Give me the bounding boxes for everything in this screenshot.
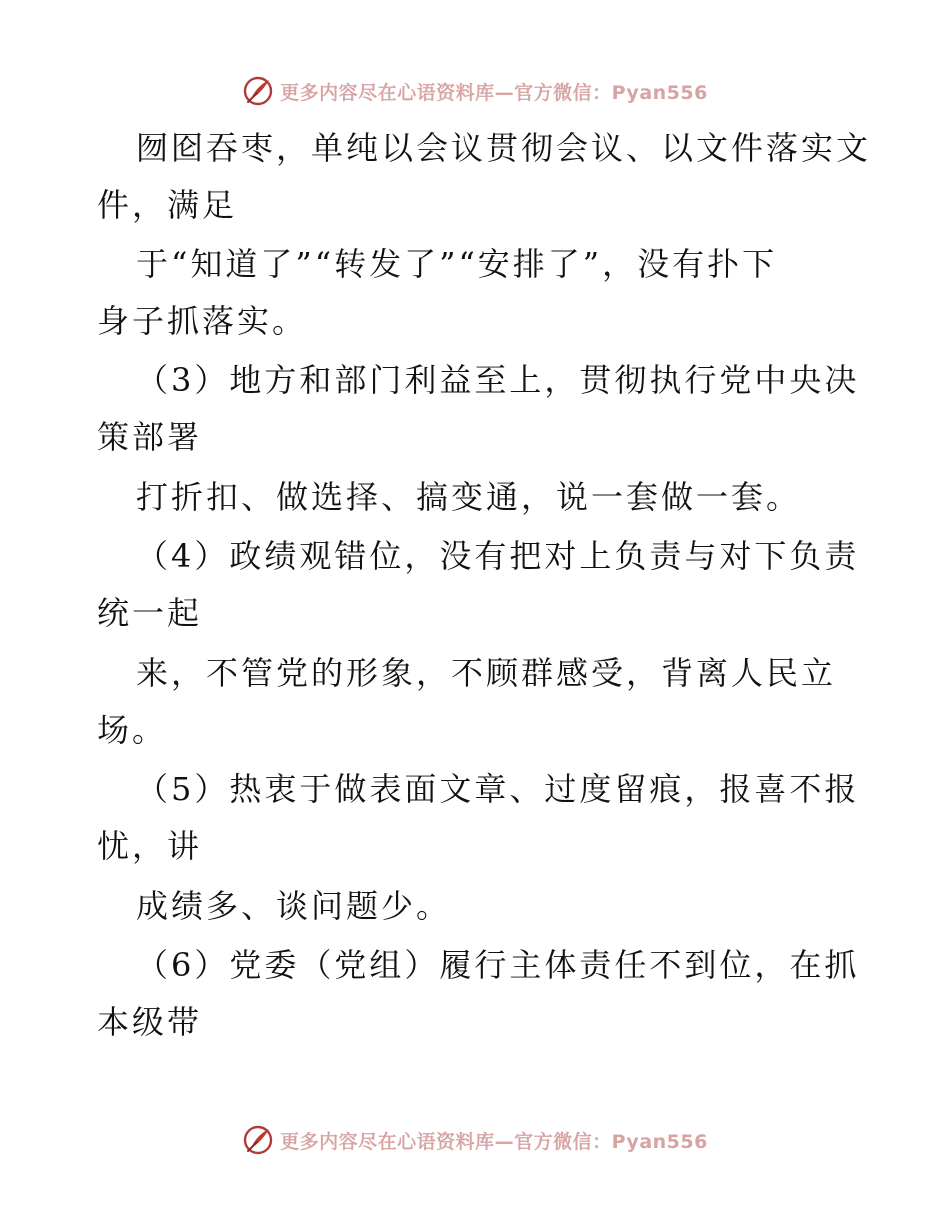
text-line: （6）党委（党组）履行主体责任不到位，在抓 [136, 946, 860, 984]
text-line: 忧，讲 [97, 827, 203, 865]
text-line: 身子抓落实。 [97, 302, 308, 340]
text-line: （3）地方和部门利益至上，贯彻执行党中央决 [136, 361, 860, 399]
text-line: 于“知道了”“转发了”“安排了”，没有扑下 [136, 245, 778, 283]
header-watermark [0, 71, 950, 111]
text-line: （5）热衷于做表面文章、过度留痕，报喜不报 [136, 770, 860, 808]
text-line: 件，满足 [97, 186, 238, 224]
feather-logo-icon [242, 1124, 274, 1156]
text-line: （4）政绩观错位，没有把对上负责与对下负责 [136, 537, 860, 575]
text-line: 囫囵吞枣，单纯以会议贯彻会议、以文件落实文 [136, 129, 872, 167]
feather-logo-icon [242, 75, 274, 107]
text-line: 统一起 [97, 594, 203, 632]
text-line: 打折扣、做选择、搞变通，说一套做一套。 [136, 478, 802, 516]
text-line: 来，不管党的形象，不顾群感受，背离人民立 [136, 654, 837, 692]
watermark-text: 更多内容尽在心语资料库—官方微信：Pyan556 [280, 81, 708, 104]
text-line: 本级带 [97, 1003, 203, 1041]
text-line: 场。 [97, 711, 168, 749]
text-line: 策部署 [97, 418, 203, 456]
watermark-text: 更多内容尽在心语资料库—官方微信：Pyan556 [280, 1130, 708, 1153]
footer-watermark [0, 1120, 950, 1160]
text-line: 成绩多、谈问题少。 [136, 887, 452, 925]
